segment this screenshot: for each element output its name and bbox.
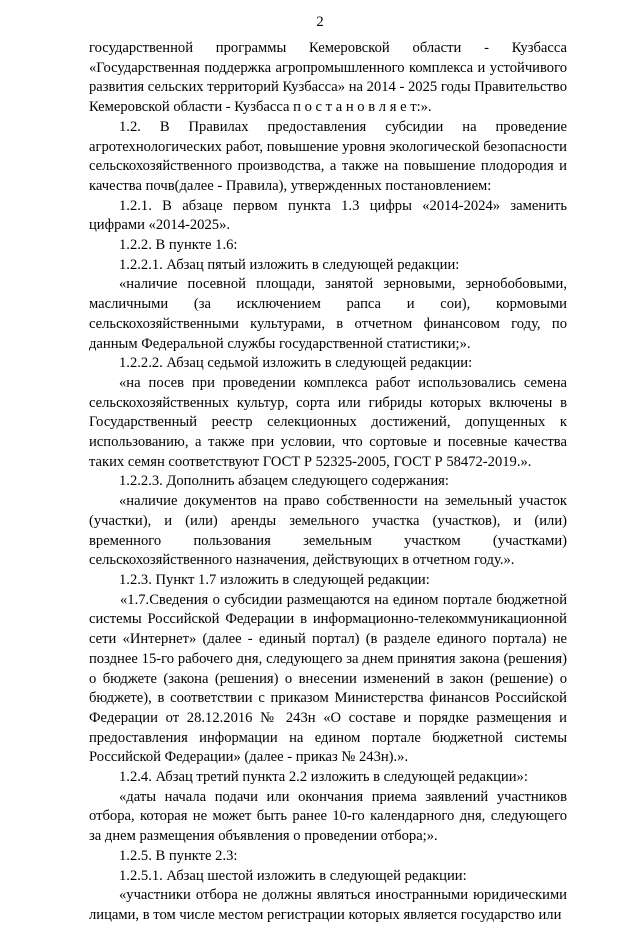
quote-sown-area: «наличие посевной площади, занятой зерновыми, зернобобовыми, масличными (за исключением рапса и сои), кормовыми сельскохозяйственными культурами, в отчетном финансовом году, по данным Федеральной службы государственной статистики;». — [89, 276, 567, 352]
document-body — [89, 39, 567, 926]
quote-1-7-subsidy-info: «1.7.Сведения о субсидии размещаются на едином портале бюджетной системы Российской Федерации в информационно-телекоммуникационной сети «Интернет» (далее - единый портал) (в разделе единого портала) не позднее 15-го рабочего дня, следующего за днем принятия закона (решения) о бюджете (закона (решения) о внесении изменений в закон (решение) о бюджете), в соответствии с приказом Министерства финансов Российской Федерации от 28.12.2016 № 243н «О составе и порядке размещения и предоставления информации на едином портале бюджетной системы Российской Федерации» (далее - приказ № 243н).». — [89, 591, 567, 766]
paragraph-1-2-2-3: 1.2.2.3. Дополнить абзацем следующего содержания: — [119, 473, 449, 490]
paragraph-1-2-5: 1.2.5. В пункте 2.3: — [119, 847, 238, 864]
paragraph-1-2-3: 1.2.3. Пункт 1.7 изложить в следующей редакции: — [119, 571, 430, 588]
quote-land-documents: «наличие документов на право собственности на земельный участок (участки), и (или) аренды земельного участка (участков), и (или) временного пользования земельным участком (участками) сельскохозяйственного назначения, действующих в отчетном году.». — [89, 493, 567, 569]
quote-application-dates: «даты начала подачи или окончания приема заявлений участников отбора, которая не может быть ранее 10-го календарного дня, следующего за днем размещения объявления о проведении отбора;». — [89, 788, 567, 845]
paragraph-1-2-2: 1.2.2. В пункте 1.6: — [119, 237, 238, 254]
paragraph-1-2-1: 1.2.1. В абзаце первом пункта 1.3 цифры «2014-2024» заменить цифрами «2014-2025». — [89, 197, 567, 234]
quote-foreign-entities: «участники отбора не должны являться иностранными юридическими лицами, в том числе местом регистрации которых является государство или — [89, 887, 567, 923]
paragraph-1-2-4: 1.2.4. Абзац третий пункта 2.2 изложить в следующей редакции»: — [119, 769, 528, 786]
paragraph-1-2-2-2: 1.2.2.2. Абзац седьмой изложить в следующей редакции: — [119, 355, 473, 372]
paragraph-1-2-5-1: 1.2.5.1. Абзац шестой изложить в следующей редакции: — [119, 867, 467, 884]
paragraph-1-2: 1.2. В Правилах предоставления субсидии на проведение агротехнологических работ, повышение уровня экологической безопасности сельскохозяйственного производства, а также на повышение плодородия и качества почв(далее - Правила), утвержденных постановлением: — [89, 118, 567, 194]
paragraph-intro-continuation: государственной программы Кемеровской области - Кузбасса «Государственная поддержка агропромышленного комплекса и устойчивого развития сельских территорий Кузбасса» на 2014 - 2025 годы Правительство Кемеровской области - Кузбасса п о с т а н о в л я е т:». — [89, 40, 567, 116]
paragraph-1-2-2-1: 1.2.2.1. Абзац пятый изложить в следующей редакции: — [119, 256, 460, 273]
page-number: 2 — [316, 14, 324, 30]
quote-seeds: «на посев при проведении комплекса работ использовались семена сельскохозяйственных культур, сорта или гибриды которых включены в Государственный реестр селекционных достижений, допущенных к использованию, а также при условии, что сортовые и посевные качества таких семян соответствуют ГОСТ Р 52325-2005, ГОСТ Р 58472-2019.». — [89, 374, 567, 470]
